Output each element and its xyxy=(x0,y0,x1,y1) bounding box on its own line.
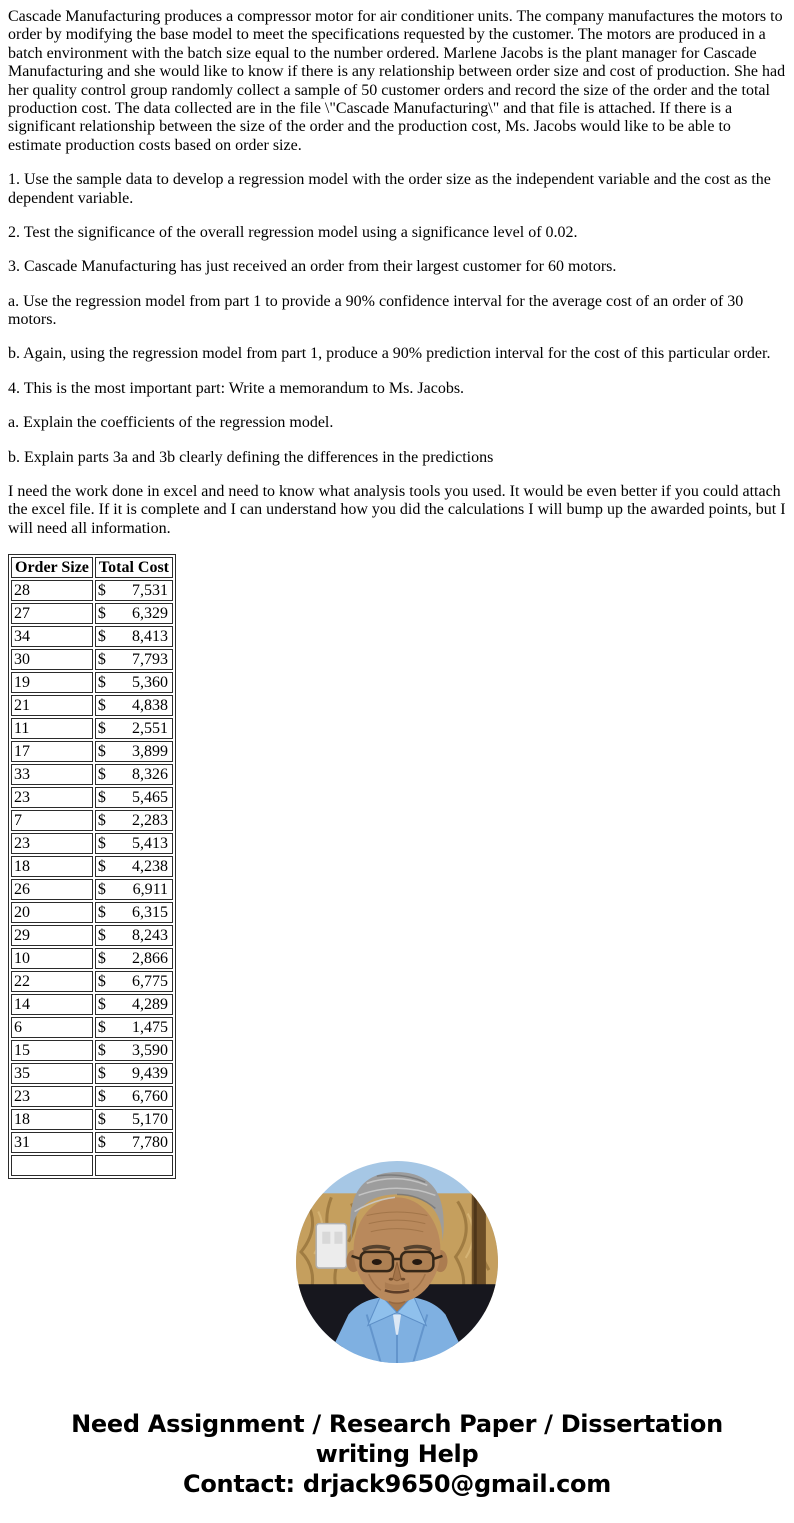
table-row xyxy=(11,1132,173,1153)
order-table-clip xyxy=(8,554,786,1152)
order-size-cell: 33 xyxy=(11,764,93,785)
nostril-left xyxy=(389,1278,393,1281)
table-row xyxy=(11,1040,173,1061)
table-row xyxy=(11,787,173,808)
total-cost-cell xyxy=(95,626,173,647)
cost-value: 6,315 xyxy=(132,904,168,922)
total-cost-cell xyxy=(95,764,173,785)
switch xyxy=(322,1232,330,1244)
table-header-row xyxy=(11,557,173,578)
currency-symbol: $ xyxy=(97,720,106,738)
order-size-cell: 23 xyxy=(11,787,93,808)
table-row xyxy=(11,1086,173,1107)
total-cost-cell xyxy=(95,833,173,854)
table-row xyxy=(11,626,173,647)
total-cost-cell xyxy=(95,856,173,877)
order-size-cell: 23 xyxy=(11,833,93,854)
order-size-cell: 18 xyxy=(11,1109,93,1130)
table-row xyxy=(11,764,173,785)
total-cost-cell xyxy=(95,1109,173,1130)
table-row xyxy=(11,1155,173,1176)
total-cost-cell xyxy=(95,695,173,716)
total-cost-cell xyxy=(95,1063,173,1084)
total-cost-cell xyxy=(95,971,173,992)
total-cost-cell xyxy=(95,1017,173,1038)
avatar xyxy=(296,1161,498,1363)
footer-banner xyxy=(8,1409,786,1499)
total-cost-cell xyxy=(95,1155,173,1176)
table-row xyxy=(11,925,173,946)
nostril-right xyxy=(401,1278,405,1281)
total-cost-header: Total Cost xyxy=(95,557,173,578)
order-size-cell: 29 xyxy=(11,925,93,946)
switch xyxy=(334,1232,342,1244)
total-cost-cell xyxy=(95,902,173,923)
person-photo xyxy=(296,1161,498,1363)
order-size-cell: 6 xyxy=(11,1017,93,1038)
order-size-cell: 15 xyxy=(11,1040,93,1061)
order-size-cell xyxy=(11,1155,93,1176)
footer-help-line-1: Need Assignment / Research Paper / Dissertation xyxy=(71,1410,723,1439)
eye-left xyxy=(372,1259,382,1265)
table-row xyxy=(11,833,173,854)
task-4b: b. Explain parts 3a and 3b clearly defining the differences in the predictions xyxy=(8,448,494,466)
table-row xyxy=(11,994,173,1015)
currency-symbol: $ xyxy=(97,973,106,991)
currency-symbol: $ xyxy=(97,674,106,692)
cost-value: 6,911 xyxy=(132,881,168,899)
order-size-cell: 21 xyxy=(11,695,93,716)
task-2: 2. Test the significance of the overall regression model using a significance level of 0.02. xyxy=(8,223,578,241)
order-table-body xyxy=(11,580,173,1176)
cost-value: 8,243 xyxy=(132,927,168,945)
table-row xyxy=(11,879,173,900)
currency-symbol: $ xyxy=(97,1134,106,1152)
total-cost-cell xyxy=(95,879,173,900)
table-row xyxy=(11,1063,173,1084)
cost-value: 8,413 xyxy=(132,628,168,646)
eye-right xyxy=(412,1259,422,1265)
currency-symbol: $ xyxy=(97,628,106,646)
table-row xyxy=(11,1017,173,1038)
currency-symbol: $ xyxy=(97,743,106,761)
currency-symbol: $ xyxy=(97,1111,106,1129)
table-row xyxy=(11,603,173,624)
total-cost-cell xyxy=(95,1086,173,1107)
cost-value: 1,475 xyxy=(132,1019,168,1037)
order-size-cell: 27 xyxy=(11,603,93,624)
task-3a: a. Use the regression model from part 1 to provide a 90% confidence interval for the average cost of an order of 30 motors. xyxy=(8,292,744,329)
cost-value: 4,238 xyxy=(132,858,168,876)
total-cost-cell xyxy=(95,1040,173,1061)
order-size-header: Order Size xyxy=(11,557,93,578)
table-row xyxy=(11,741,173,762)
order-size-cell: 34 xyxy=(11,626,93,647)
currency-symbol: $ xyxy=(97,605,106,623)
cost-value: 6,329 xyxy=(132,605,168,623)
table-row xyxy=(11,810,173,831)
cost-value: 3,590 xyxy=(132,1042,168,1060)
cost-value: 6,760 xyxy=(132,1088,168,1106)
currency-symbol: $ xyxy=(97,904,106,922)
table-row xyxy=(11,580,173,601)
table-row xyxy=(11,672,173,693)
order-size-cell: 11 xyxy=(11,718,93,739)
cost-value: 2,866 xyxy=(132,950,168,968)
order-size-cell: 22 xyxy=(11,971,93,992)
cost-value: 2,551 xyxy=(132,720,168,738)
currency-symbol: $ xyxy=(97,835,106,853)
cost-value: 8,326 xyxy=(132,766,168,784)
order-size-cell: 35 xyxy=(11,1063,93,1084)
order-size-cell: 18 xyxy=(11,856,93,877)
cost-value: 7,780 xyxy=(132,1134,168,1152)
cost-value: 2,283 xyxy=(132,812,168,830)
currency-symbol: $ xyxy=(97,766,106,784)
currency-symbol: $ xyxy=(97,996,106,1014)
cost-value: 5,465 xyxy=(132,789,168,807)
table-row xyxy=(11,856,173,877)
order-size-cell: 26 xyxy=(11,879,93,900)
table-row xyxy=(11,971,173,992)
currency-symbol: $ xyxy=(97,927,106,945)
total-cost-cell xyxy=(95,948,173,969)
currency-symbol: $ xyxy=(97,858,106,876)
intro-paragraph: Cascade Manufacturing produces a compressor motor for air conditioner units. The company manufactures the motors to order by modifying the base model to meet the specifications requested by the customer. The motors are produced in a batch environment with the batch size equal to the number ordered. Marlene Jacobs is the plant manager for Cascade Manufacturing and she would like to know if there is any relationship between order size and cost of production. She had her quality control group randomly collect a sample of 50 customer orders and record the size of the order and the total production cost. The data collected are in the file \"Cascade Manufacturing\" and that file is attached. If there is a significant relationship between the size of the order and the production cost, Ms. Jacobs would like to be able to estimate production costs based on order size. xyxy=(8,8,786,154)
currency-symbol: $ xyxy=(97,1065,106,1083)
currency-symbol: $ xyxy=(97,789,106,807)
order-size-cell: 20 xyxy=(11,902,93,923)
excel-note-paragraph: I need the work done in excel and need to know what analysis tools you used. It would be even better if you could attach the excel file. If it is complete and I can understand how you did the calculations I will bump up the awarded points, but I will need all information. xyxy=(8,483,786,537)
table-row xyxy=(11,649,173,670)
cost-value: 3,899 xyxy=(132,743,168,761)
cost-value: 4,838 xyxy=(132,697,168,715)
total-cost-cell xyxy=(95,649,173,670)
order-cost-table xyxy=(8,554,176,1179)
total-cost-cell xyxy=(95,580,173,601)
total-cost-cell xyxy=(95,1132,173,1153)
cost-value: 5,170 xyxy=(132,1111,168,1129)
cost-value: 5,413 xyxy=(132,835,168,853)
currency-symbol: $ xyxy=(97,950,106,968)
order-size-cell: 23 xyxy=(11,1086,93,1107)
total-cost-cell xyxy=(95,718,173,739)
table-row xyxy=(11,902,173,923)
task-3b: b. Again, using the regression model from part 1, produce a 90% prediction interval for the cost of this particular order. xyxy=(8,345,771,363)
total-cost-cell xyxy=(95,925,173,946)
cost-value: 4,289 xyxy=(132,996,168,1014)
document-page xyxy=(8,8,786,1499)
order-size-cell: 10 xyxy=(11,948,93,969)
order-size-cell: 17 xyxy=(11,741,93,762)
total-cost-cell xyxy=(95,810,173,831)
footer-contact: Contact: drjack9650@gmail.com xyxy=(183,1470,611,1499)
table-row xyxy=(11,695,173,716)
currency-symbol: $ xyxy=(97,1088,106,1106)
total-cost-cell xyxy=(95,994,173,1015)
currency-symbol: $ xyxy=(97,1042,106,1060)
task-4: 4. This is the most important part: Write a memorandum to Ms. Jacobs. xyxy=(8,379,465,397)
light-switch-panel xyxy=(316,1224,346,1268)
cost-value: 6,775 xyxy=(132,973,168,991)
cost-value: 5,360 xyxy=(132,674,168,692)
currency-symbol: $ xyxy=(97,697,106,715)
currency-symbol: $ xyxy=(97,651,106,669)
cost-value: 9,439 xyxy=(132,1065,168,1083)
table-row xyxy=(11,718,173,739)
order-size-cell: 28 xyxy=(11,580,93,601)
total-cost-cell xyxy=(95,603,173,624)
currency-symbol: $ xyxy=(97,812,106,830)
cost-value: 7,531 xyxy=(132,582,168,600)
total-cost-cell xyxy=(95,672,173,693)
order-size-cell: 19 xyxy=(11,672,93,693)
footer-help-line-2: writing Help xyxy=(315,1440,479,1469)
table-row xyxy=(11,948,173,969)
order-size-cell: 7 xyxy=(11,810,93,831)
currency-symbol: $ xyxy=(97,582,106,600)
cost-value: 7,793 xyxy=(132,651,168,669)
task-3: 3. Cascade Manufacturing has just received an order from their largest customer for 60 motors. xyxy=(8,258,617,276)
currency-symbol: $ xyxy=(97,881,106,899)
task-1: 1. Use the sample data to develop a regression model with the order size as the independent variable and the cost as the dependent variable. xyxy=(8,171,771,207)
total-cost-cell xyxy=(95,741,173,762)
currency-symbol: $ xyxy=(97,1019,106,1037)
order-size-cell: 14 xyxy=(11,994,93,1015)
table-row xyxy=(11,1109,173,1130)
order-size-cell: 31 xyxy=(11,1132,93,1153)
task-4a: a. Explain the coefficients of the regression model. xyxy=(8,414,334,432)
order-size-cell: 30 xyxy=(11,649,93,670)
total-cost-cell xyxy=(95,787,173,808)
